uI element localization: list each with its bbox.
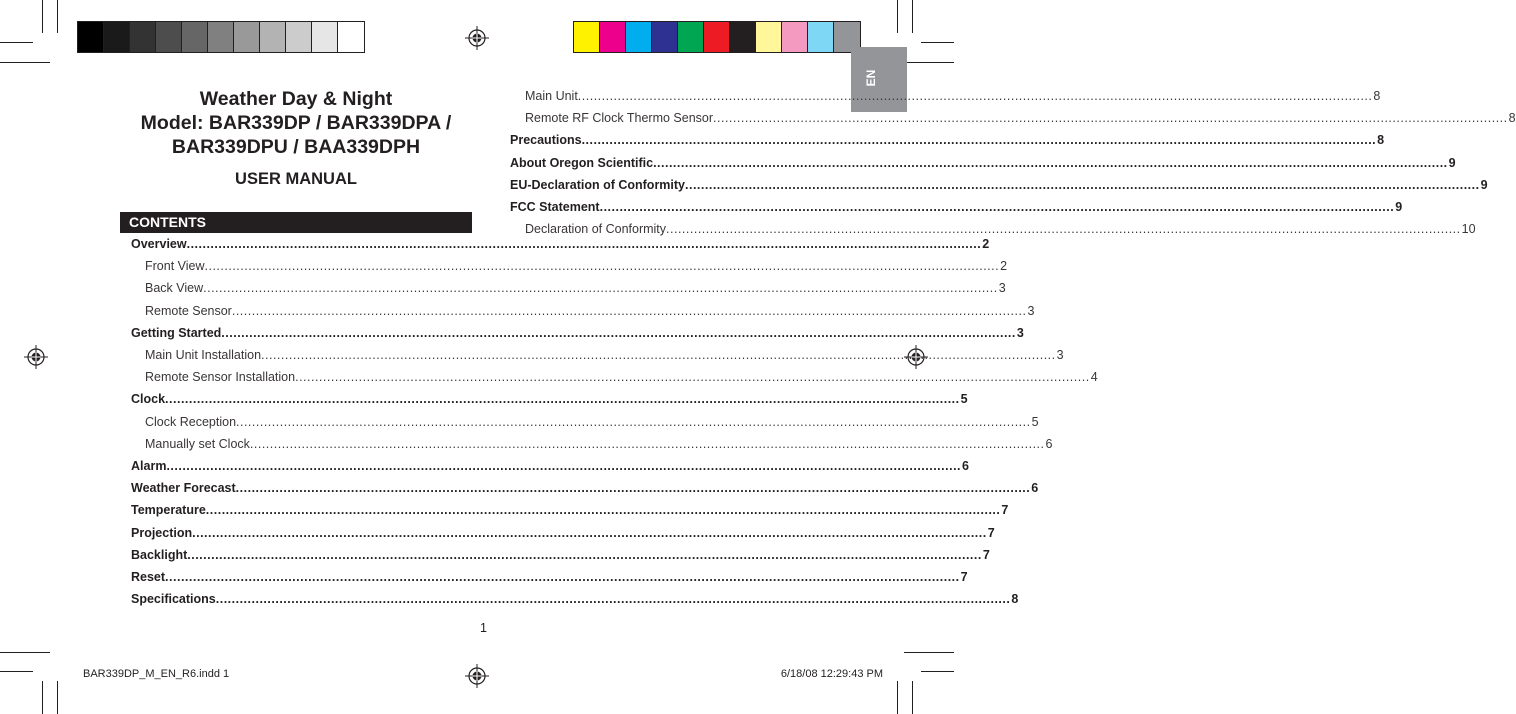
toc-leader-dots: ........................................................................................................................................................................................................ bbox=[204, 259, 1000, 274]
toc-entry-label: About Oregon Scientific bbox=[510, 155, 654, 170]
toc-entry-page: 5 bbox=[960, 392, 968, 407]
color-swatch bbox=[182, 22, 208, 52]
toc-entry bbox=[145, 414, 1039, 431]
toc-leader-dots: ........................................................................................................................................................................................................ bbox=[261, 348, 1056, 362]
toc-leader-dots: ........................................................................................................................................................................................................ bbox=[599, 200, 1395, 214]
crop-mark bbox=[0, 671, 33, 672]
toc-leader-dots: ........................................................................................................................................................................................................ bbox=[165, 392, 960, 407]
toc-entry bbox=[131, 570, 968, 586]
toc-entry-label: Remote Sensor bbox=[145, 303, 232, 318]
toc-leader-dots: ........................................................................................................................................................................................................ bbox=[187, 547, 982, 562]
registration-mark-icon bbox=[465, 26, 489, 50]
toc-entry bbox=[145, 370, 1098, 386]
toc-leader-dots: ........................................................................................................................................................................................................ bbox=[235, 481, 1031, 496]
toc-entry-label: Temperature bbox=[131, 503, 206, 518]
toc-entry-label: Manually set Clock bbox=[145, 436, 250, 451]
toc-entry-page: 8 bbox=[1508, 111, 1516, 126]
toc-leader-dots: ........................................................................................................................................................................................................ bbox=[203, 281, 998, 296]
registration-mark-icon bbox=[24, 345, 48, 369]
toc-leader-dots: ........................................................................................................................................................................................................ bbox=[166, 459, 962, 473]
toc-entry-label: Main Unit bbox=[525, 89, 578, 103]
title-line-3: BAR339DPU / BAA339DPH bbox=[171, 136, 421, 158]
toc-entry-page: 9 bbox=[1448, 155, 1456, 170]
crop-mark bbox=[42, 0, 43, 33]
color-swatch bbox=[652, 22, 678, 52]
color-swatch bbox=[338, 22, 364, 52]
color-swatch bbox=[104, 22, 130, 52]
toc-entry bbox=[145, 348, 1064, 364]
toc-entry bbox=[131, 237, 990, 253]
toc-entry bbox=[510, 133, 1385, 149]
color-swatch bbox=[234, 22, 260, 52]
footer-datetime: 6/18/08 12:29:43 PM bbox=[780, 668, 883, 680]
grayscale-color-bar bbox=[77, 21, 365, 53]
crop-mark bbox=[897, 0, 898, 33]
toc-entry bbox=[131, 503, 1009, 519]
toc-entry bbox=[525, 89, 1381, 105]
toc-leader-dots: ........................................................................................................................................................................................................ bbox=[685, 177, 1480, 192]
toc-entry-page: 9 bbox=[1395, 200, 1403, 214]
toc-entry-page: 3 bbox=[1027, 303, 1035, 318]
toc-entry-label: Getting Started bbox=[131, 325, 222, 340]
crop-mark bbox=[0, 62, 50, 63]
toc-entry bbox=[525, 222, 1476, 238]
toc-entry-page: 2 bbox=[1000, 259, 1008, 274]
toc-entry bbox=[131, 459, 969, 475]
contents-heading: CONTENTS bbox=[120, 212, 472, 233]
crop-mark bbox=[57, 0, 58, 33]
toc-entry-page: 9 bbox=[1480, 177, 1488, 192]
toc-leader-dots: ........................................................................................................................................................................................................ bbox=[666, 222, 1461, 237]
color-swatch bbox=[730, 22, 756, 52]
toc-entry-label: Remote RF Clock Thermo Sensor bbox=[525, 111, 714, 126]
toc-entry bbox=[145, 281, 1006, 297]
toc-entry-label: Main Unit Installation bbox=[145, 348, 262, 362]
toc-entry-page: 5 bbox=[1031, 414, 1039, 429]
color-swatch bbox=[626, 22, 652, 52]
toc-entry-label: Overview bbox=[131, 237, 187, 251]
toc-entry-label: Precautions bbox=[510, 133, 582, 148]
toc-entry-label: Reset bbox=[131, 570, 166, 584]
toc-entry-label: FCC Statement bbox=[510, 200, 600, 214]
toc-leader-dots: ........................................................................................................................................................................................................ bbox=[249, 436, 1045, 451]
crop-mark bbox=[904, 652, 954, 653]
toc-entry bbox=[145, 436, 1053, 453]
toc-leader-dots: ........................................................................................................................................................................................................ bbox=[205, 503, 1001, 518]
toc-entry bbox=[145, 259, 1008, 275]
color-swatch bbox=[678, 22, 704, 52]
toc-leader-dots: ........................................................................................................................................................................................................ bbox=[221, 325, 1016, 340]
toc-entry bbox=[510, 155, 1456, 172]
toc-entry-page: 4 bbox=[1090, 370, 1098, 385]
toc-entry-label: Clock Reception bbox=[145, 414, 237, 429]
toc-leader-dots: ........................................................................................................................................................................................................ bbox=[236, 414, 1031, 429]
toc-entry bbox=[510, 200, 1403, 216]
document-subtitle: USER MANUAL bbox=[235, 170, 357, 188]
toc-entry-page: 3 bbox=[1056, 348, 1064, 362]
toc-leader-dots: ........................................................................................................................................................................................................ bbox=[653, 155, 1448, 170]
toc-leader-dots: ........................................................................................................................................................................................................ bbox=[192, 525, 987, 540]
toc-entry-label: Projection bbox=[131, 525, 193, 540]
crop-mark bbox=[57, 681, 58, 714]
crop-mark bbox=[921, 42, 954, 43]
toc-entry-page: 10 bbox=[1461, 222, 1476, 237]
toc-leader-dots: ........................................................................................................................................................................................................ bbox=[581, 133, 1377, 148]
toc-entry bbox=[131, 481, 1039, 497]
toc-entry bbox=[131, 525, 995, 542]
toc-entry bbox=[510, 177, 1488, 194]
toc-entry-label: Alarm bbox=[131, 459, 167, 473]
toc-entry-label: Remote Sensor Installation bbox=[145, 370, 296, 385]
color-swatch bbox=[286, 22, 312, 52]
crop-mark bbox=[42, 681, 43, 714]
color-swatch bbox=[156, 22, 182, 52]
toc-entry bbox=[131, 547, 990, 564]
color-swatch bbox=[782, 22, 808, 52]
toc-entry-label: Front View bbox=[145, 259, 205, 274]
toc-entry-page: 3 bbox=[1016, 325, 1024, 340]
toc-leader-dots: ........................................................................................................................................................................................................ bbox=[295, 370, 1090, 385]
toc-leader-dots: ........................................................................................................................................................................................................ bbox=[713, 111, 1508, 126]
crop-mark bbox=[904, 62, 954, 63]
toc-entry-label: Declaration of Conformity bbox=[525, 222, 667, 237]
toc-leader-dots: ........................................................................................................................................................................................................ bbox=[186, 237, 982, 251]
color-swatch bbox=[574, 22, 600, 52]
registration-mark-icon bbox=[465, 664, 489, 688]
toc-entry-label: EU-Declaration of Conformity bbox=[510, 177, 686, 192]
toc-entry-label: Weather Forecast bbox=[131, 481, 236, 496]
title-line-2: Model: BAR339DP / BAR339DPA / bbox=[140, 112, 452, 134]
crop-mark bbox=[897, 681, 898, 714]
toc-entry bbox=[131, 592, 1019, 608]
color-swatch bbox=[600, 22, 626, 52]
crop-mark bbox=[921, 671, 954, 672]
toc-entry-page: 8 bbox=[1011, 592, 1019, 607]
toc-entry-page: 2 bbox=[982, 237, 990, 251]
toc-entry-label: Backlight bbox=[131, 547, 188, 562]
color-swatch bbox=[130, 22, 156, 52]
toc-leader-dots: ........................................................................................................................................................................................................ bbox=[231, 303, 1027, 318]
language-tab-label: EN bbox=[864, 69, 878, 87]
toc-entry-page: 7 bbox=[982, 547, 990, 562]
crop-mark bbox=[912, 681, 913, 714]
crop-mark bbox=[912, 0, 913, 33]
toc-entry-page: 6 bbox=[1045, 436, 1053, 451]
toc-entry-label: Specifications bbox=[131, 592, 216, 607]
color-swatch bbox=[704, 22, 730, 52]
color-swatch bbox=[78, 22, 104, 52]
color-swatch bbox=[756, 22, 782, 52]
footer-filename: BAR339DP_M_EN_R6.indd 1 bbox=[83, 668, 230, 680]
toc-entry-page: 7 bbox=[960, 570, 968, 584]
toc-entry-page: 7 bbox=[1001, 503, 1009, 518]
color-swatch bbox=[260, 22, 286, 52]
toc-entry-page: 8 bbox=[1377, 133, 1385, 148]
page-number: 1 bbox=[480, 621, 487, 635]
toc-entry bbox=[131, 392, 968, 408]
toc-entry-page: 6 bbox=[962, 459, 969, 473]
toc-entry bbox=[525, 111, 1516, 127]
toc-entry-page: 7 bbox=[987, 525, 995, 540]
crop-mark bbox=[0, 652, 50, 653]
toc-entry-label: Clock bbox=[131, 392, 166, 407]
crop-mark bbox=[0, 42, 33, 43]
toc-entry bbox=[145, 303, 1035, 320]
toc-entry-page: 8 bbox=[1373, 89, 1381, 103]
title-line-1: Weather Day & Night bbox=[199, 88, 393, 110]
toc-entry bbox=[131, 325, 1024, 342]
toc-entry-page: 6 bbox=[1031, 481, 1039, 496]
toc-leader-dots: ........................................................................................................................................................................................................ bbox=[215, 592, 1011, 607]
process-color-bar bbox=[573, 21, 861, 53]
toc-leader-dots: ........................................................................................................................................................................................................ bbox=[165, 570, 960, 584]
color-swatch bbox=[312, 22, 338, 52]
color-swatch bbox=[208, 22, 234, 52]
toc-leader-dots: ........................................................................................................................................................................................................ bbox=[577, 89, 1373, 103]
color-swatch bbox=[808, 22, 834, 52]
toc-entry-page: 3 bbox=[998, 281, 1006, 296]
toc-entry-label: Back View bbox=[145, 281, 204, 296]
